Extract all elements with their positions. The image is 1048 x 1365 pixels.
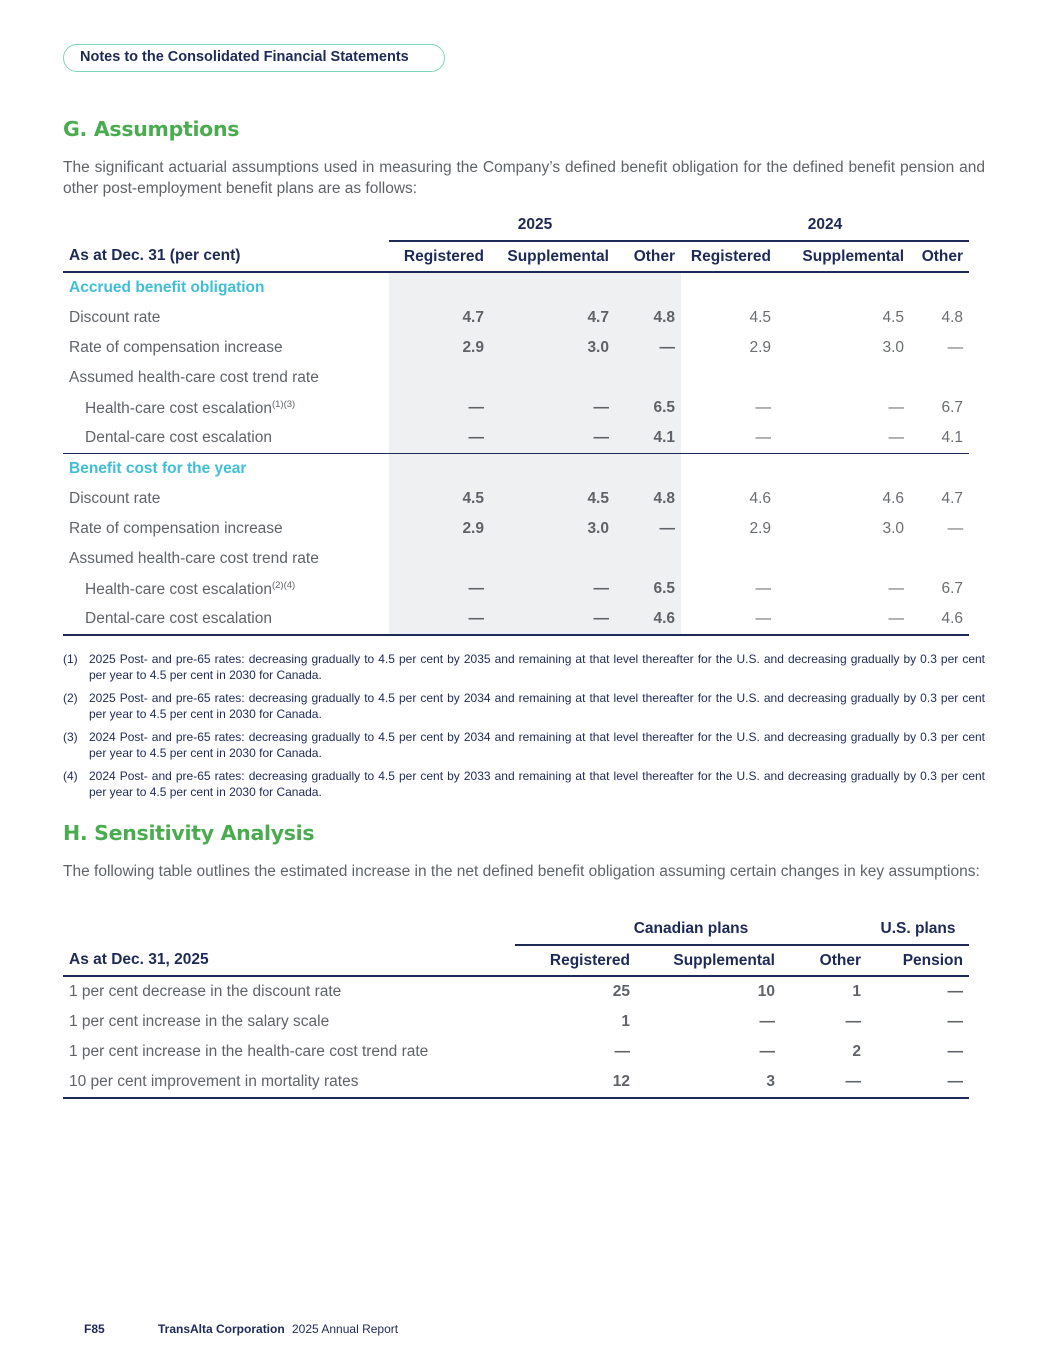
footnote-mark: (1) — [63, 652, 78, 666]
cell: 6.7 — [941, 580, 964, 597]
col-registered-2024: Registered — [681, 241, 777, 272]
col-registered-2025: Registered — [389, 241, 490, 272]
cell: 3.0 — [882, 339, 905, 356]
row-label: 1 per cent increase in the salary scale — [69, 1013, 330, 1030]
cell: 2.9 — [749, 520, 772, 537]
cell: 4.5 — [882, 309, 905, 326]
cell: 4.8 — [615, 484, 681, 514]
footnotes — [63, 651, 985, 807]
year-current: 2025 — [389, 210, 681, 241]
section-row-accrued — [63, 272, 969, 303]
group-us-plans: U.S. plans — [867, 914, 969, 945]
cell: — — [490, 393, 615, 423]
cell: — — [389, 604, 490, 635]
cell: — — [777, 604, 910, 635]
sensitivity-intro: The following table outlines the estimated increase in the net defined benefit obligation assuming certain changes in key assumptions: — [63, 863, 980, 880]
cell: 4.5 — [749, 309, 772, 326]
row-label: Health-care cost escalation$^{(1)(3)}$ — [85, 398, 296, 417]
assumptions-heading: G. Assumptions — [63, 117, 240, 141]
row-label: Discount rate — [69, 309, 161, 326]
table-row — [63, 423, 969, 454]
cell: 4.6 — [615, 604, 681, 635]
footnote-text: 2024 Post- and pre-65 rates: decreasing gradually to 4.5 per cent by 2034 and remaining at that level thereafter for the U.S. and decreasing gradually by 0.3 per cent per year to 4.5 per cent in 2030 for Canada. — [89, 730, 985, 760]
cell: 4.6 — [882, 490, 905, 507]
cell: 25 — [612, 983, 630, 1000]
row-label-header: As at Dec. 31 (per cent) — [63, 241, 389, 272]
group-canadian-plans: Canadian plans — [515, 914, 867, 945]
cell: 4.1 — [615, 423, 681, 454]
cell: — — [888, 399, 905, 416]
cell: 4.5 — [490, 484, 615, 514]
section-pill: Notes to the Consolidated Financial Statements — [63, 44, 445, 72]
cell: 4.8 — [615, 303, 681, 333]
cell: — — [947, 1043, 963, 1060]
column-header-row — [63, 241, 969, 272]
cell: — — [490, 423, 615, 454]
cell: 4.8 — [941, 309, 964, 326]
cell: 3 — [636, 1067, 781, 1098]
row-label: Dental-care cost escalation — [63, 604, 389, 635]
table-row — [63, 1007, 969, 1037]
cell: 6.5 — [615, 574, 681, 604]
sensitivity-table — [63, 914, 969, 1099]
cell: — — [759, 1013, 775, 1030]
cell: — — [947, 339, 964, 356]
cell: — — [947, 983, 963, 1000]
footnote-text: 2024 Post- and pre-65 rates: decreasing gradually to 4.5 per cent by 2033 and remaining at that level thereafter for the U.S. and decreasing gradually by 0.3 per cent per year to 4.5 per cent in 2030 for Canada. — [89, 769, 985, 799]
table-row — [63, 544, 969, 574]
cell: 10 — [757, 983, 775, 1000]
cell: — — [615, 514, 681, 544]
footnote — [63, 768, 985, 800]
table-row — [63, 1037, 969, 1067]
cell: 4.7 — [490, 303, 615, 333]
cell: — — [755, 399, 772, 416]
cell: 3.0 — [490, 514, 615, 544]
footnote-mark: (2) — [63, 691, 78, 705]
row-label: Health-care cost escalation$^{(2)(4)}$ — [85, 579, 296, 598]
cell: 6.7 — [941, 399, 964, 416]
table-row — [63, 1067, 969, 1098]
section-title: Benefit cost for the year — [69, 460, 247, 477]
cell: 6.5 — [615, 393, 681, 423]
table-row — [63, 514, 969, 544]
table-row — [63, 604, 969, 635]
row-label-header: As at Dec. 31, 2025 — [63, 945, 515, 976]
cell: — — [867, 1067, 969, 1098]
sensitivity-heading: H. Sensitivity Analysis — [63, 821, 315, 845]
cell: 2.9 — [749, 339, 772, 356]
cell: — — [759, 1043, 775, 1060]
cell: 4.7 — [941, 490, 964, 507]
footnote-text: 2025 Post- and pre-65 rates: decreasing gradually to 4.5 per cent by 2034 and remaining at that level thereafter for the U.S. and decreasing gradually by 0.3 per cent per year to 4.5 per cent in 2030 for Canada. — [89, 691, 985, 721]
cell: — — [389, 574, 490, 604]
col-other-2025: Other — [615, 241, 681, 272]
col-supplemental-2024: Supplemental — [777, 241, 910, 272]
row-label: Assumed health-care cost trend rate — [69, 369, 319, 386]
cell: — — [389, 393, 490, 423]
table-row — [63, 333, 969, 363]
row-label: Rate of compensation increase — [69, 339, 283, 356]
col-registered: Registered — [515, 945, 636, 976]
assumptions-intro: The significant actuarial assumptions used in measuring the Company’s defined benefit obligation for the defined benefit pension and other post-employment benefit plans are as follows: — [63, 159, 985, 197]
cell: — — [681, 604, 777, 635]
cell: 4.6 — [749, 490, 772, 507]
cell: — — [947, 520, 964, 537]
cell: — — [947, 1013, 963, 1030]
cell: 4.6 — [910, 604, 969, 635]
cell: — — [681, 423, 777, 454]
cell: — — [845, 1013, 861, 1030]
cell: 12 — [515, 1067, 636, 1098]
group-header-row — [63, 914, 969, 945]
row-label: 10 per cent improvement in mortality rates — [63, 1067, 515, 1098]
row-label: 1 per cent increase in the health-care cost trend rate — [69, 1043, 429, 1060]
table-row — [63, 393, 969, 423]
row-label: Assumed health-care cost trend rate — [69, 550, 319, 567]
footnote-text: 2025 Post- and pre-65 rates: decreasing gradually to 4.5 per cent by 2035 and remaining at that level thereafter for the U.S. and decreasing gradually by 0.3 per cent per year to 4.5 per cent in 2030 for Canada. — [89, 652, 985, 682]
cell: — — [615, 333, 681, 363]
table-row — [63, 574, 969, 604]
cell: 1 — [621, 1013, 630, 1030]
cell: 1 — [852, 983, 861, 1000]
column-header-row — [63, 945, 969, 976]
footnote — [63, 729, 985, 761]
col-other: Other — [781, 945, 867, 976]
cell: 2.9 — [389, 514, 490, 544]
footnote-ref: (1)(3) — [271, 398, 296, 410]
table-row — [63, 303, 969, 333]
footnote-ref: (2)(4) — [271, 579, 296, 591]
cell: — — [888, 580, 905, 597]
cell: — — [614, 1043, 630, 1060]
cell: 3.0 — [882, 520, 905, 537]
section-title: Accrued benefit obligation — [69, 279, 265, 296]
page-number: F85 — [84, 1322, 105, 1336]
assumptions-table — [63, 210, 969, 636]
table-row — [63, 976, 969, 1007]
year-header-row — [63, 210, 969, 241]
cell: — — [755, 580, 772, 597]
cell: — — [490, 574, 615, 604]
year-prior: 2024 — [681, 210, 969, 241]
row-label: Dental-care cost escalation — [63, 423, 389, 454]
col-pension: Pension — [867, 945, 969, 976]
table-row — [63, 484, 969, 514]
footnote — [63, 690, 985, 722]
row-label: Rate of compensation increase — [69, 520, 283, 537]
cell: 4.5 — [389, 484, 490, 514]
cell: 2.9 — [389, 333, 490, 363]
row-label: Discount rate — [69, 490, 161, 507]
footnote-mark: (3) — [63, 730, 78, 744]
table-row — [63, 363, 969, 393]
cell: — — [389, 423, 490, 454]
row-label: 1 per cent decrease in the discount rate — [69, 983, 342, 1000]
company-name: TransAlta Corporation — [158, 1322, 285, 1336]
section-row-benefit-cost — [63, 454, 969, 485]
col-supplemental: Supplemental — [636, 945, 781, 976]
cell: 2 — [852, 1043, 861, 1060]
cell: — — [777, 423, 910, 454]
cell: — — [490, 604, 615, 635]
cell: 4.1 — [910, 423, 969, 454]
cell: 3.0 — [490, 333, 615, 363]
cell: 4.7 — [389, 303, 490, 333]
footnote-mark: (4) — [63, 769, 78, 783]
report-title: 2025 Annual Report — [292, 1322, 399, 1336]
col-supplemental-2025: Supplemental — [490, 241, 615, 272]
cell: — — [781, 1067, 867, 1098]
footnote — [63, 651, 985, 683]
col-other-2024: Other — [910, 241, 969, 272]
